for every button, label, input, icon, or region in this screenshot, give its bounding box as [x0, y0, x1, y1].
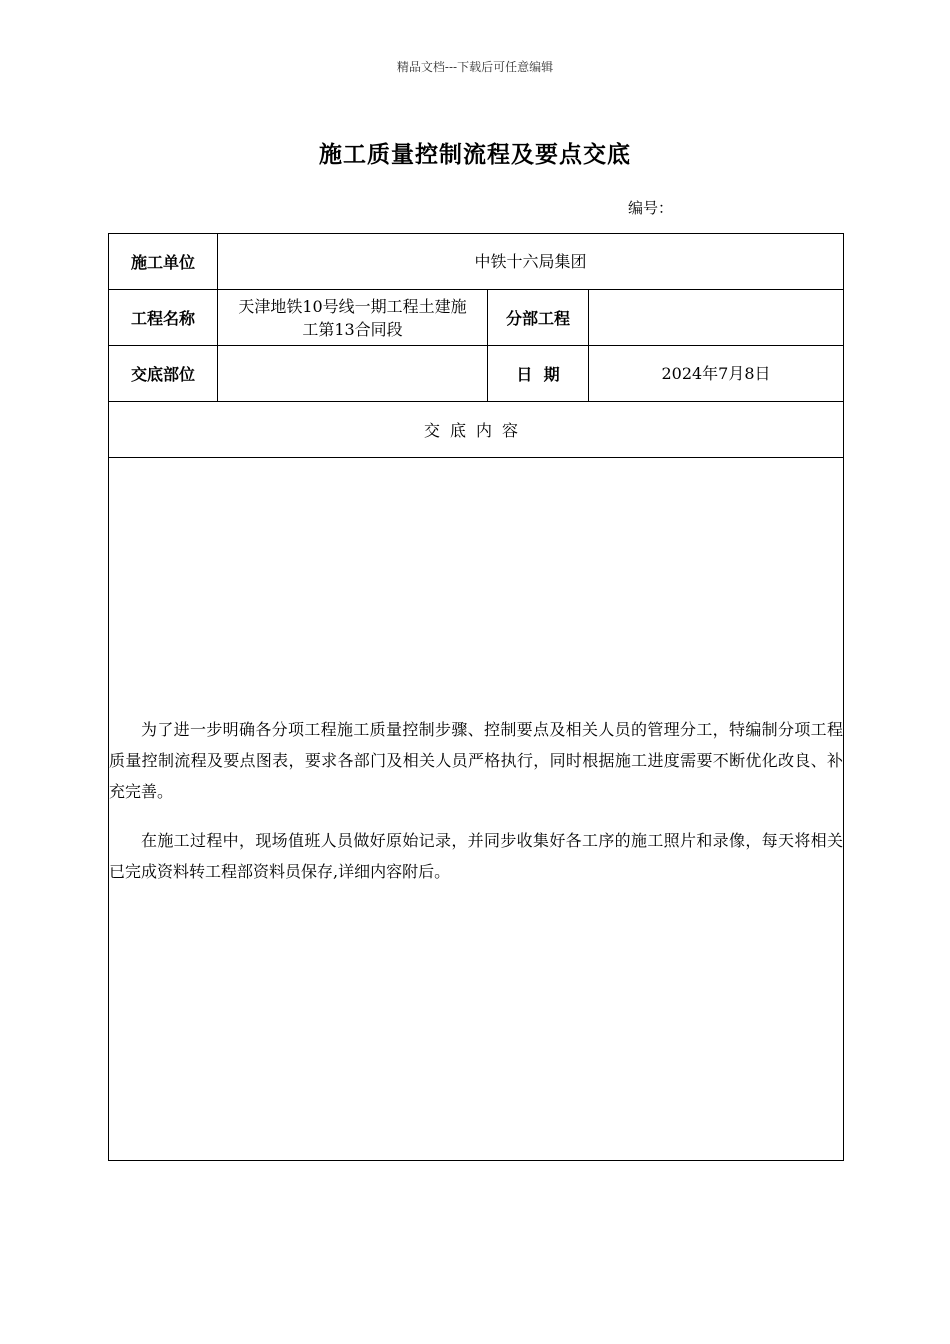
row-construction-unit	[109, 234, 844, 290]
handover-form-table	[108, 233, 844, 1161]
project-name-value: 天津地铁10号线一期工程土建施工第13合同段	[218, 290, 488, 346]
construction-unit-value: 中铁十六局集团	[218, 234, 844, 290]
header-note: 精品文档---下载后可任意编辑	[396, 60, 554, 74]
handover-position-value	[218, 346, 488, 402]
subproject-label: 分部工程	[488, 290, 589, 346]
date-value: 2024年7月8日	[589, 346, 844, 402]
row-project-name	[109, 290, 844, 346]
construction-unit-label: 施工单位	[109, 234, 218, 290]
serial-number-label: 编号：	[628, 199, 674, 217]
content-body	[109, 458, 844, 1161]
row-content-heading	[109, 402, 844, 458]
subproject-value	[589, 290, 844, 346]
content-paragraph-2: 在施工过程中，现场值班人员做好原始记录，并同步收集好各工序的施工照片和录像，每天将相关已完成资料转工程部资料员保存,详细内容附后。	[109, 830, 843, 881]
project-name-label: 工程名称	[109, 290, 218, 346]
content-heading: 交底内容	[109, 402, 844, 458]
row-handover-position	[109, 346, 844, 402]
document-title: 施工质量控制流程及要点交底	[319, 141, 631, 168]
handover-position-label: 交底部位	[109, 346, 218, 402]
row-content-body	[109, 458, 844, 1161]
date-label: 日 期	[488, 346, 589, 402]
content-paragraph-1: 为了进一步明确各分项工程施工质量控制步骤、控制要点及相关人员的管理分工，特编制分项工程质量控制流程及要点图表，要求各部门及相关人员严格执行，同时根据施工进度需要不断优化改良、补充完善。	[109, 719, 843, 801]
